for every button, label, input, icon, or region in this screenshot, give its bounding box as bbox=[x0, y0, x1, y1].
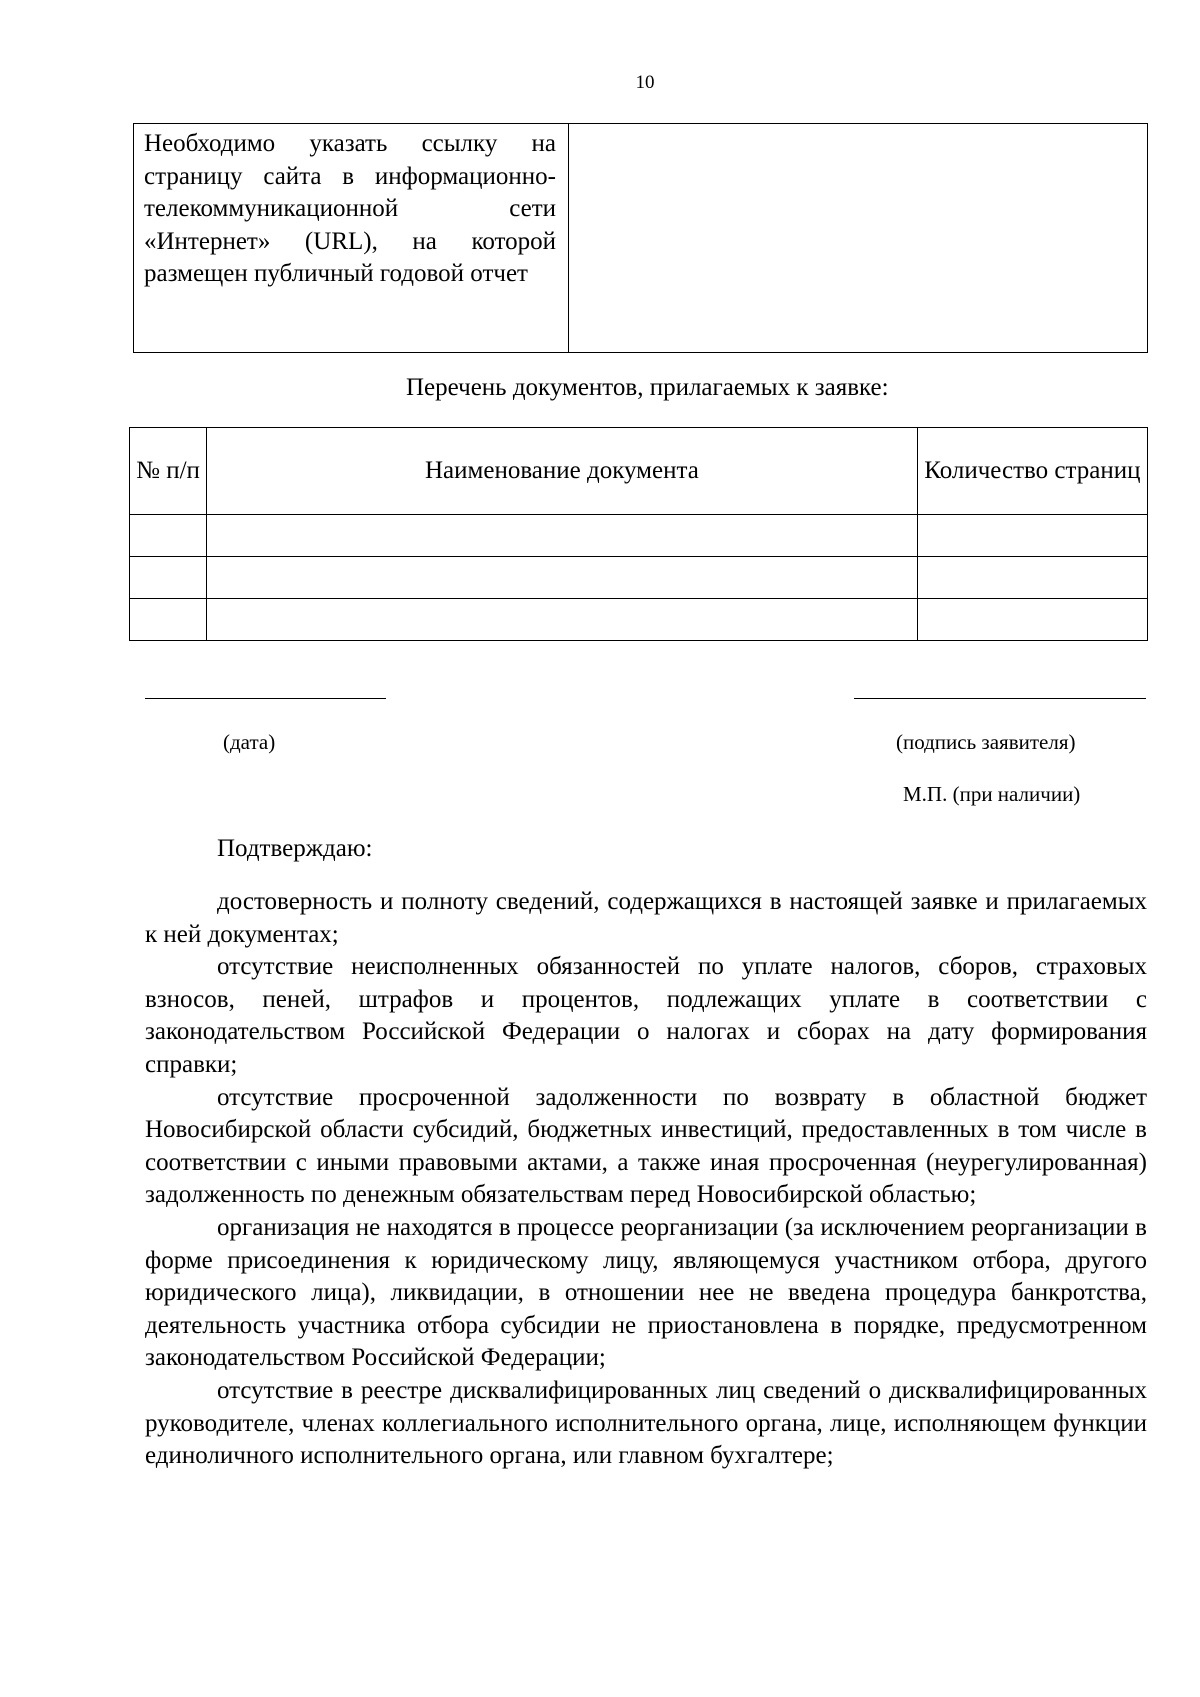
column-header-name: Наименование документа bbox=[207, 428, 918, 515]
column-header-pages: Количество страниц bbox=[917, 428, 1147, 515]
confirmation-paragraph: отсутствие в реестре дисквалифицированных лиц сведений о дисквалифицированных руководителе, членах коллегиального исполнительного органа, лице, исполняющем функции единоличного исполнительного органа, или главном бухгалтере; bbox=[145, 1376, 1147, 1470]
row-name-cell[interactable] bbox=[207, 557, 918, 599]
row-number-cell[interactable] bbox=[130, 599, 207, 641]
url-table-row bbox=[134, 124, 1148, 353]
confirmation-paragraph: отсутствие неисполненных обязанностей по уплате налогов, сборов, страховых взносов, пеней, штрафов и процентов, подлежащих уплате в соответствии с законодательством Российской Федерации о налогах и сборах на дату формирования справки; bbox=[145, 953, 1147, 1078]
table-row bbox=[130, 557, 1148, 599]
url-table bbox=[133, 123, 1148, 353]
date-line[interactable] bbox=[145, 698, 386, 699]
url-field-label: Необходимо указать ссылку на страницу сайта в информационно-телекоммуникационной сети «Интернет» (URL), на которой размещен публичный годовой отчет bbox=[134, 124, 569, 353]
table-row bbox=[130, 599, 1148, 641]
documents-list-title: Перечень документов, прилагаемых к заявке: bbox=[406, 374, 889, 401]
confirmation-paragraph: достоверность и полноту сведений, содержащихся в настоящей заявке и прилагаемых к ней документах; bbox=[145, 888, 1147, 948]
row-pages-cell[interactable] bbox=[917, 515, 1147, 557]
documents-table-header bbox=[130, 428, 1148, 515]
url-field-value[interactable] bbox=[569, 124, 1148, 353]
confirmation-body bbox=[145, 886, 1147, 1473]
confirmation-paragraph: отсутствие просроченной задолженности по возврату в областной бюджет Новосибирской области субсидий, бюджетных инвестиций, предоставленных в том числе в соответствии с иными правовыми актами, а также иная просроченная (неурегулированная) задолженность по денежным обязательствам перед Новосибирской областью; bbox=[145, 1083, 1147, 1209]
date-caption: (дата) bbox=[223, 730, 276, 754]
table-row bbox=[130, 515, 1148, 557]
column-header-number: № п/п bbox=[130, 428, 207, 515]
row-name-cell[interactable] bbox=[207, 515, 918, 557]
row-number-cell[interactable] bbox=[130, 515, 207, 557]
signature-caption: (подпись заявителя) bbox=[896, 730, 1076, 754]
signature-line[interactable] bbox=[854, 698, 1146, 699]
row-pages-cell[interactable] bbox=[917, 599, 1147, 641]
documents-table bbox=[129, 427, 1148, 641]
confirmation-paragraph: организация не находятся в процессе реорганизации (за исключением реорганизации в форме присоединения к юридическому лицу, являющемуся участником отбора, другого юридического лица), ликвидации, в отношении нее не введена процедура банкротства, деятельность участника отбора субсидии не приостановлена в порядке, предусмотренном законодательством Российской Федерации; bbox=[145, 1213, 1147, 1372]
row-number-cell[interactable] bbox=[130, 557, 207, 599]
stamp-caption: М.П. (при наличии) bbox=[903, 782, 1081, 806]
page-number: 10 bbox=[635, 72, 655, 93]
confirmation-heading: Подтверждаю: bbox=[217, 835, 373, 862]
row-pages-cell[interactable] bbox=[917, 557, 1147, 599]
row-name-cell[interactable] bbox=[207, 599, 918, 641]
